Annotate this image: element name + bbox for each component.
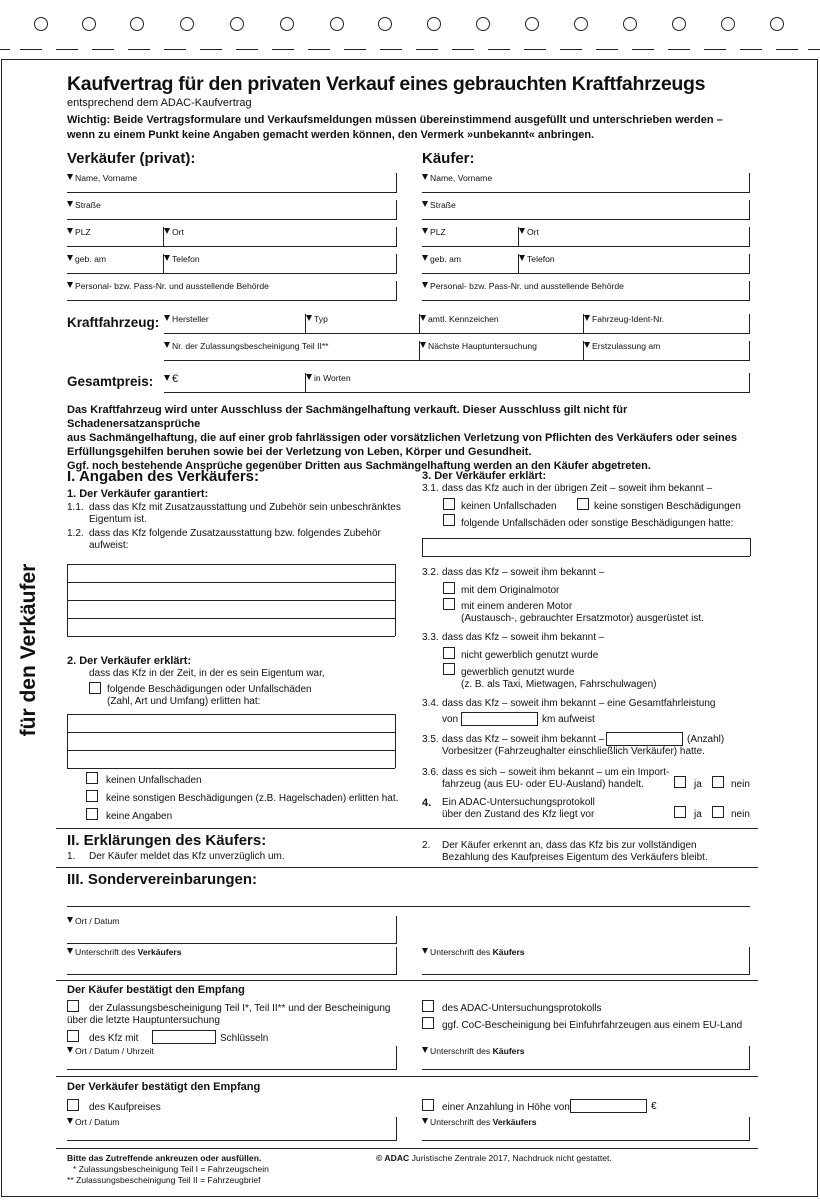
vehicle-vin-field[interactable]: Fahrzeug-Ident-Nr. <box>584 314 750 334</box>
deposit-received-checkbox[interactable] <box>422 1099 434 1111</box>
seller-heading: Verkäufer (privat): <box>67 150 196 167</box>
protocol-received-checkbox[interactable] <box>422 1000 434 1012</box>
section-1-heading: I. Angaben des Verkäufers: <box>67 468 260 485</box>
seller-city-field[interactable]: Ort <box>164 227 397 247</box>
import-no-checkbox[interactable] <box>712 776 724 788</box>
punch-hole <box>672 17 686 31</box>
buyer-declaration-2: Der Käufer erkennt an, dass das Kfz bis zur vollständigen <box>442 840 697 851</box>
liability-clause: Das Kraftfahrzeug wird unter Ausschluss der Sachmängelhaftung verkauft. Dieser Ausschluss gilt nicht für Schadenersatzansprüche aus Sachmängelhaftung, die auf einer grob fahrlässigen oder vorsätzlichen Verletzung von Pflichten des Verkäufers oder seines Erfüllungsgehilfen beruhen sowie bei der Verletzung von Leben, Körper und Gesundheit. Ggf. noch bestehende Ansprüche gegenüber Dritten aus Sachmängelhaftung werden an den Käufer abgetreten. <box>67 404 737 472</box>
punch-hole <box>378 17 392 31</box>
commercial-checkbox[interactable] <box>443 663 455 675</box>
punch-hole <box>280 17 294 31</box>
buyer-plz-field[interactable]: PLZ <box>422 227 519 247</box>
punch-hole <box>180 17 194 31</box>
footer-hint: Bitte das Zutreffende ankreuzen oder ausfüllen. <box>67 1153 262 1163</box>
buyer-id-field[interactable]: Personal- bzw. Pass-Nr. und ausstellende Behörde <box>422 281 750 301</box>
punch-hole <box>34 17 48 31</box>
section-2-heading: II. Erklärungen des Käufers: <box>67 832 267 849</box>
seller-receipt-heading: Der Verkäufer bestätigt den Empfang <box>67 1081 261 1093</box>
price-amount-field[interactable]: € <box>164 373 306 393</box>
keys-received-checkbox[interactable] <box>67 1030 79 1042</box>
deposit-amount-input[interactable] <box>570 1099 647 1113</box>
not-commercial-checkbox[interactable] <box>443 647 455 659</box>
divider <box>56 828 758 829</box>
guarantee-heading: 1. Der Verkäufer garantiert: <box>67 488 209 500</box>
side-label: für den Verkäufer <box>17 563 40 737</box>
page-subtitle: entsprechend dem ADAC-Kaufvertrag <box>67 97 252 109</box>
other-engine-checkbox[interactable] <box>443 598 455 610</box>
vehicle-next-hu-field[interactable]: Nächste Hauptuntersuchung <box>420 341 584 361</box>
guarantee-1-2: dass das Kfz folgende Zusatzausstattung bzw. folgendes Zubehör <box>89 528 381 539</box>
seller-name-field[interactable]: Name, Vorname <box>67 173 397 193</box>
vehicle-maker-field[interactable]: Hersteller <box>164 314 306 334</box>
import-yes-checkbox[interactable] <box>674 776 686 788</box>
punch-hole <box>427 17 441 31</box>
footnote-2: ** Zulassungsbescheinigung Teil II = Fahrzeugbrief <box>67 1175 261 1185</box>
buyer-receipt-place-field[interactable]: Ort / Datum / Uhrzeit <box>67 1046 397 1070</box>
copyright: © ADAC Juristische Zentrale 2017, Nachdruck nicht gestattet. <box>376 1153 612 1163</box>
punch-hole <box>330 17 344 31</box>
previous-owners-input[interactable] <box>606 732 683 746</box>
no-other-damage-checkbox[interactable] <box>86 790 98 802</box>
coc-received-checkbox[interactable] <box>422 1017 434 1029</box>
protocol-yes-checkbox[interactable] <box>674 806 686 818</box>
punch-hole <box>623 17 637 31</box>
seller-plz-field[interactable]: PLZ <box>67 227 164 247</box>
vehicle-plate-field[interactable]: amtl. Kennzeichen <box>420 314 584 334</box>
p31-no-accident-checkbox[interactable] <box>443 498 455 510</box>
seller-receipt-signature-field[interactable]: Unterschrift des Verkäufers <box>422 1117 750 1141</box>
buyer-phone-field[interactable]: Telefon <box>519 254 750 274</box>
vehicle-heading: Kraftfahrzeug: <box>67 315 160 330</box>
punch-hole <box>770 17 784 31</box>
page-title: Kaufvertrag für den privaten Verkauf eines gebrauchten Kraftfahrzeugs <box>67 73 706 95</box>
damage-checkbox[interactable] <box>89 682 101 694</box>
seller-declares-heading: 3. Der Verkäufer erklärt: <box>422 470 547 482</box>
buyer-name-field[interactable]: Name, Vorname <box>422 173 750 193</box>
seller-signature-field[interactable]: Unterschrift des Verkäufers <box>67 947 397 975</box>
buyer-street-field[interactable]: Straße <box>422 200 750 220</box>
punch-hole <box>230 17 244 31</box>
divider <box>56 867 758 868</box>
protocol-no-checkbox[interactable] <box>712 806 724 818</box>
seller-id-field[interactable]: Personal- bzw. Pass-Nr. und ausstellende Behörde <box>67 281 397 301</box>
seller-phone-field[interactable]: Telefon <box>164 254 397 274</box>
punch-hole <box>476 17 490 31</box>
punch-hole <box>574 17 588 31</box>
buyer-declaration-1: Der Käufer meldet das Kfz unverzüglich um. <box>89 851 285 862</box>
documents-received-checkbox[interactable] <box>67 1000 79 1012</box>
buyer-signature-field[interactable]: Unterschrift des Käufers <box>422 947 750 975</box>
vehicle-reg-no-field[interactable]: Nr. der Zulassungsbescheinigung Teil II** <box>164 341 420 361</box>
buyer-born-field[interactable]: geb. am <box>422 254 519 274</box>
original-engine-checkbox[interactable] <box>443 582 455 594</box>
seller-receipt-place-field[interactable]: Ort / Datum <box>67 1117 397 1141</box>
divider <box>56 1148 758 1149</box>
punch-hole <box>721 17 735 31</box>
section-3-heading: III. Sondervereinbarungen: <box>67 871 258 888</box>
buyer-receipt-heading: Der Käufer bestätigt den Empfang <box>67 984 245 996</box>
notice-line-2: wenn zu einem Punkt keine Angaben gemacht werden können, den Vermerk »unbekannt« anbringen. <box>67 129 595 141</box>
no-info-checkbox[interactable] <box>86 808 98 820</box>
p31-damage-checkbox[interactable] <box>443 514 455 526</box>
p31-no-damage-checkbox[interactable] <box>577 498 589 510</box>
buyer-city-field[interactable]: Ort <box>519 227 750 247</box>
divider <box>56 980 758 981</box>
vehicle-type-field[interactable]: Typ <box>306 314 420 334</box>
buyer-receipt-signature-field[interactable]: Unterschrift des Käufers <box>422 1046 750 1070</box>
punch-hole <box>525 17 539 31</box>
place-date-field[interactable]: Ort / Datum <box>67 916 397 944</box>
price-received-checkbox[interactable] <box>67 1099 79 1111</box>
vehicle-first-reg-field[interactable]: Erstzulassung am <box>584 341 750 361</box>
seller-street-field[interactable]: Straße <box>67 200 397 220</box>
punch-hole <box>82 17 96 31</box>
divider <box>56 1076 758 1077</box>
price-heading: Gesamtpreis: <box>67 374 154 389</box>
buyer-heading: Käufer: <box>422 150 475 167</box>
price-words-field[interactable]: in Worten <box>306 373 750 393</box>
punch-hole <box>130 17 144 31</box>
special-agreements-line[interactable] <box>67 906 750 907</box>
no-accident-checkbox[interactable] <box>86 772 98 784</box>
guarantee-1-1: dass das Kfz mit Zusatzausstattung und Zubehör sein unbeschränktes <box>89 502 401 513</box>
footnote-1: * Zulassungsbescheinigung Teil I = Fahrzeugschein <box>73 1164 269 1174</box>
notice-line-1: Wichtig: Beide Vertragsformulare und Verkaufsmeldungen müssen übereinstimmend ausgefüllt und unterschrieben werden – <box>67 114 723 126</box>
seller-born-field[interactable]: geb. am <box>67 254 164 274</box>
keys-count-input[interactable] <box>152 1030 216 1044</box>
declaration-heading: 2. Der Verkäufer erklärt: <box>67 655 192 667</box>
mileage-input[interactable] <box>461 712 538 726</box>
